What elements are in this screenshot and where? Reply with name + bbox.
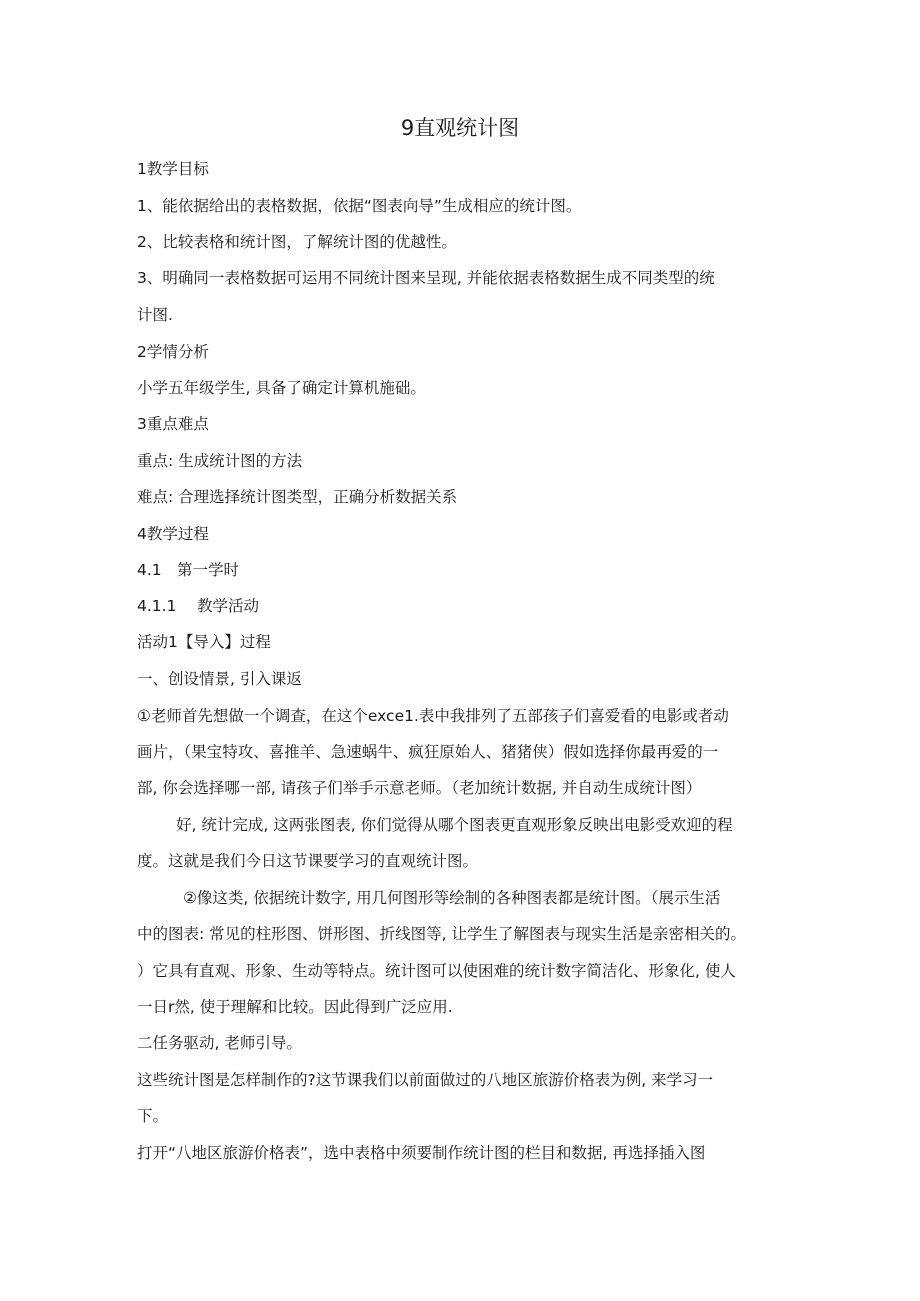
part-2-heading: 二任务驱动, 老师引导。 — [137, 1034, 302, 1052]
paragraph-2-line-1: 好, 统计完成, 这两张图表, 你们觉得从哪个图表更直观形象反映出电影受欢迎的程 — [176, 816, 733, 834]
subsection-4-1-1-number: 4.1.1 — [137, 597, 177, 615]
goal-item-3-line-2: 计图. — [137, 306, 173, 324]
section-heading-key-points: 3重点难点 — [137, 415, 209, 433]
paragraph-5-line-1: 打开“八地区旅游价格表”，选中表格中须要制作统计图的栏目和数据, 再选择插入图 — [137, 1144, 706, 1162]
part-1-heading: 一、创设情景, 引入课返 — [137, 670, 302, 688]
section-heading-teaching-goals: 1教学目标 — [137, 160, 209, 178]
subsection-4-1-1-label: 教学活动 — [197, 597, 260, 615]
section-heading-teaching-process: 4教学过程 — [137, 525, 209, 543]
goal-item-2: 2、比较表格和统计图，了解统计图的优越性。 — [137, 233, 457, 251]
section-heading-student-analysis: 2学情分析 — [137, 343, 209, 361]
subsection-4-1-1 — [137, 595, 259, 617]
paragraph-4-line-2: 下。 — [137, 1107, 169, 1125]
paragraph-3-line-2: 中的图表: 常见的柱形图、饼形图、折线图等, 让学生了解图表与现实生活是亲密相关的。 — [137, 925, 747, 943]
paragraph-3-line-3: ）它具有直观、形象、生动等特点。统计图可以使困难的统计数字简洁化、形象化, 使人 — [137, 962, 736, 980]
paragraph-3-line-1: ②像这类, 依据统计数字, 用几何图形等绘制的各种图表都是统计图。（展示生活 — [183, 889, 721, 907]
goal-item-3-line-1: 3、明确同一表格数据可运用不同统计图来呈现, 并能依据表格数据生成不同类型的统 — [137, 269, 715, 287]
activity-1-heading: 活动1【导入】过程 — [137, 633, 271, 651]
subsection-4-1-label: 第一学时 — [177, 561, 240, 579]
document-title: 9直观统计图 — [400, 116, 520, 140]
key-point-text: 重点: 生成统计图的方法 — [137, 452, 303, 470]
subsection-4-1-number: 4.1 — [137, 561, 162, 579]
goal-item-1: 1、能依据给出的表格数据，依据“图表向导”生成相应的统计图。 — [137, 197, 582, 215]
paragraph-2-line-2: 度。这就是我们今日这节课要学习的直观统计图。 — [137, 852, 479, 870]
paragraph-1-line-2: 画片，（果宝特攻、喜推羊、急速蜗牛、疯狂原始人、猪猪侠）假如选择你最再爱的一 — [137, 743, 719, 761]
student-analysis-text: 小学五年级学生, 具备了确定计算机施础。 — [137, 379, 426, 397]
paragraph-1-line-1: ①老师首先想做一个调查，在这个exce1.表中我排列了五部孩子们喜爱看的电影或者动 — [137, 707, 729, 725]
paragraph-3-line-4: 一日r然, 使于理解和比较。因此得到广泛应用. — [137, 998, 453, 1016]
subsection-4-1 — [137, 559, 239, 581]
paragraph-1-line-3: 部, 你会选择哪一部, 请孩子们举手示意老师。（老加统计数据, 并自动生成统计图） — [137, 779, 702, 797]
paragraph-4-line-1: 这些统计图是怎样制作的?这节课我们以前面做过的八地区旅游价格表为例, 来学习一 — [137, 1071, 714, 1089]
difficulty-text: 难点: 合理选择统计图类型，正确分析数据关系 — [137, 488, 458, 506]
